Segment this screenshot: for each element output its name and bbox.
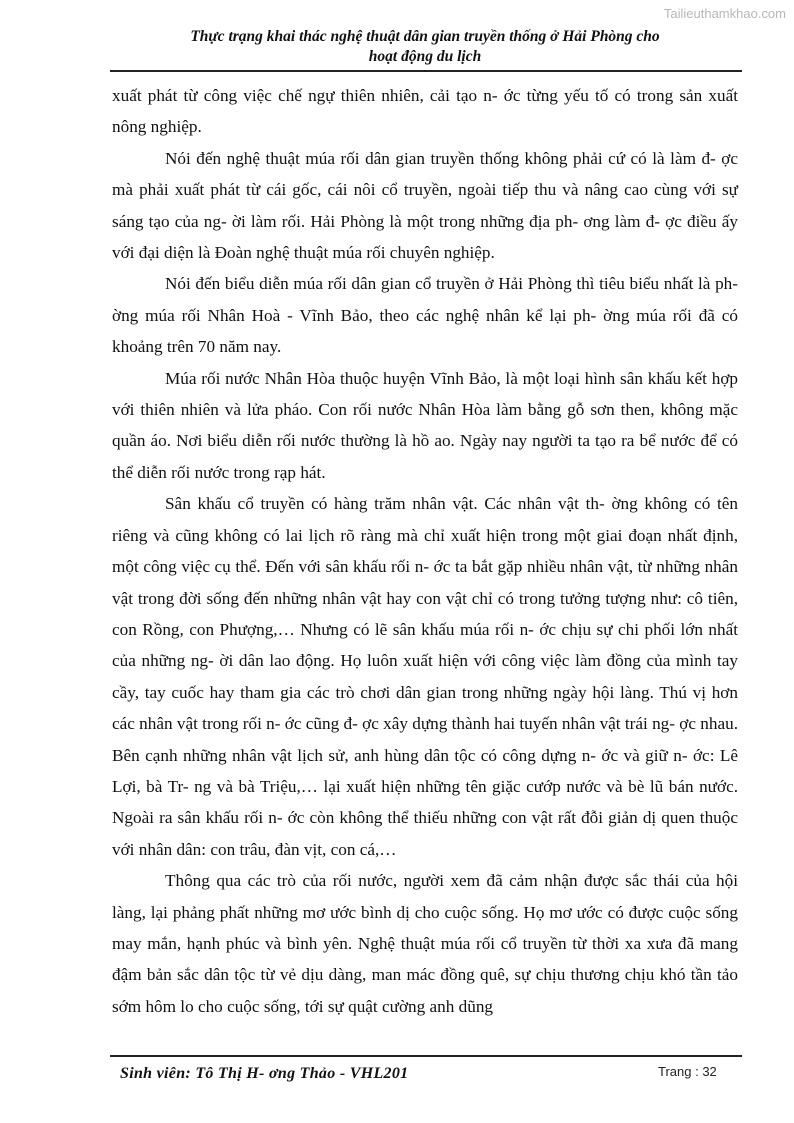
page-number: Trang : 32	[658, 1064, 717, 1079]
page-header	[110, 27, 740, 67]
body-text	[112, 80, 738, 1022]
header-divider	[110, 70, 742, 72]
watermark: Tailieuthamkhao.com	[663, 6, 786, 21]
paragraph-3: Nói đến biểu diễn múa rối dân gian cổ truyền ở Hải Phòng thì tiêu biểu nhất là ph- ờng múa rối Nhân Hoà - Vĩnh Bảo, theo các nghệ nhân kể lại ph- ờng múa rối đã có khoảng trên 70 năm nay.	[112, 274, 738, 357]
paragraph-6: Thông qua các trò của rối nước, người xem đã cảm nhận được sắc thái của hội làng, lại phảng phất những mơ ước bình dị cho cuộc sống. Họ mơ ước có được cuộc sống may mắn, hạnh phúc và bình yên. Nghệ thuật múa rối cổ truyền từ thời xa xưa đã mang đậm bản sắc dân tộc từ vẻ dịu dàng, man mác đồng quê, sự chịu thương chịu khó tần tảo sớm hôm lo cho cuộc sống, tới sự quật cường anh dũng	[112, 871, 738, 1016]
header-title-line-1: Thực trạng khai thác nghệ thuật dân gian truyền thống ở Hải Phòng cho	[190, 28, 660, 45]
paragraph-4: Múa rối nước Nhân Hòa thuộc huyện Vĩnh Bảo, là một loại hình sân khấu kết hợp với thiên nhiên và lửa pháo. Con rối nước Nhân Hòa làm bằng gỗ sơn then, không mặc quần áo. Nơi biểu diễn rối nước thường là hồ ao. Ngày nay người ta tạo ra bể nước để có thể diễn rối nước trong rạp hát.	[112, 368, 738, 482]
paragraph-5: Sân khấu cổ truyền có hàng trăm nhân vật. Các nhân vật th- ờng không có tên riêng và cũng không có lai lịch rõ ràng mà chỉ xuất hiện trong một giai đoạn nhất định, một công việc cụ thể. Đến với sân khấu rối n- ớc ta bắt gặp nhiều nhân vật, từ những nhân vật trong đời sống đến những nhân vật hay con vật chỉ có trong tưởng tượng như: cô tiên, con Rồng, con Phượng,… Nhưng có lẽ sân khấu múa rối n- ớc chịu sự chi phối lớn nhất của những ng- ời dân lao động. Họ luôn xuất hiện với công việc làm đồng của mình tay cầy, tay cuốc hay tham gia các trò chơi dân gian trong những ngày hội làng. Thú vị hơn các nhân vật trong rối n- ớc cũng đ- ợc xây dựng thành hai tuyến nhân vật trái ng- ợc nhau. Bên cạnh những nhân vật lịch sử, anh hùng dân tộc có công dựng n- ớc và giữ n- ớc: Lê Lợi, bà Tr- ng và bà Triệu,… lại xuất hiện những tên giặc cướp nước và bè lũ bán nước. Ngoài ra sân khấu rối n- ớc còn không thể thiếu những con vật rất đỗi giản dị quen thuộc với nhân dân: con trâu, đàn vịt, con cá,…	[112, 494, 739, 859]
footer-divider	[110, 1055, 742, 1057]
paragraph-2: Nói đến nghệ thuật múa rối dân gian truyền thống không phải cứ có là làm đ- ợc mà phải xuất phát từ cái gốc, cái nôi cổ truyền, ngoài tiếp thu và nâng cao cùng với sự sáng tạo của ng- ời làm rối. Hải Phòng là một trong những địa ph- ơng làm đ- ợc điều ấy với đại diện là Đoàn nghệ thuật múa rối chuyên nghiệp.	[112, 148, 738, 263]
header-title-line-2: hoạt động du lịch	[368, 48, 482, 65]
paragraph-1: xuất phát từ công việc chế ngự thiên nhiên, cải tạo n- ớc từng yếu tố có trong sản xuất nông nghiệp.	[112, 86, 738, 137]
footer-author: Sinh viên: Tô Thị H- ơng Thảo - VHL201	[120, 1065, 409, 1082]
